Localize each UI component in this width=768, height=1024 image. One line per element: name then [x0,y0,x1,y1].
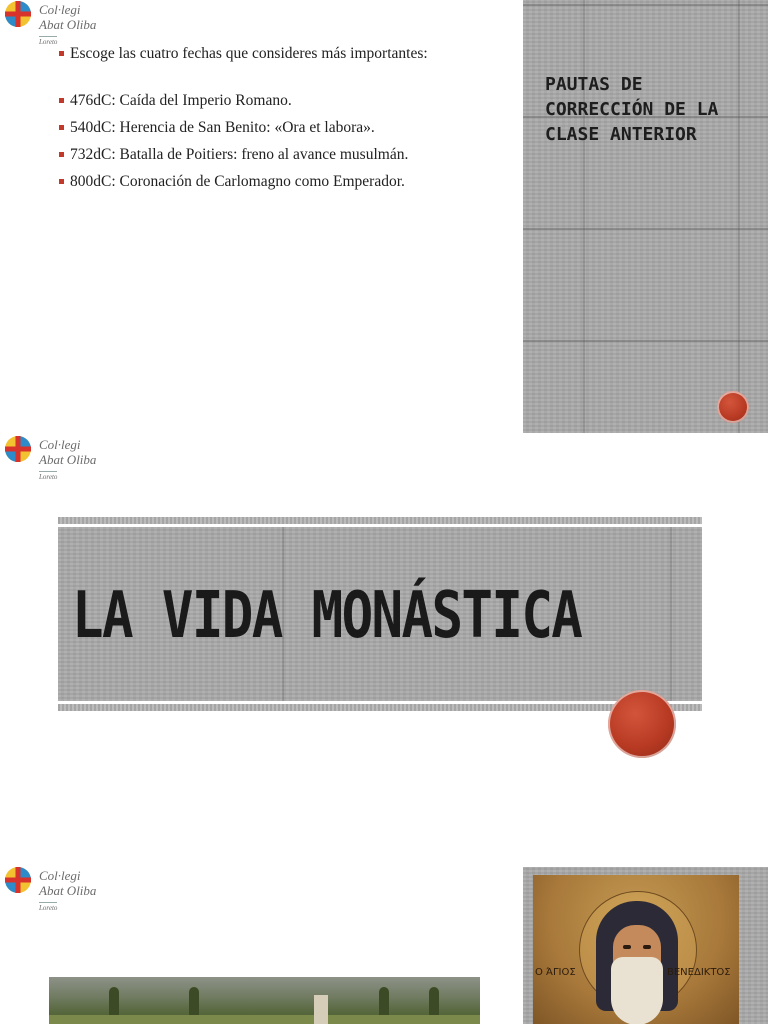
slide-correction-guidelines [0,0,768,433]
logo-line3: Loreto [39,904,58,912]
saint-benedict-icon-image [533,875,739,1024]
icon-inscription-left: Ο ΆΓΙΟΣ [535,967,576,978]
logo-line2: Abat Oliba [39,452,97,467]
logo-line1: Col·legi [39,437,81,452]
side-panel-title: PAUTAS DE CORRECCIÓN DE LA CLASE ANTERIOR [545,74,719,145]
logo-line3: Loreto [39,38,58,46]
school-logo [4,866,114,910]
icon-inscription-right: ΒΕΝΕΔΙΚΤΟΣ [667,967,731,978]
school-logo [4,435,114,479]
list-item: 732dC: Batalla de Poitiers: freno al avance musulmán. [58,146,498,163]
banner-top-strip [58,517,702,524]
list-item: 540dC: Herencia de San Benito: «Ora et labora». [58,119,498,136]
side-panel [523,0,768,433]
list-item: 476dC: Caída del Imperio Romano. [58,92,498,109]
list-item-intro: Escoge las cuatro fechas que consideres más importantes: [58,45,498,62]
school-logo-icon [4,435,32,463]
logo-line3: Loreto [39,473,58,481]
slide-saint-benedict [0,865,768,1024]
logo-line2: Abat Oliba [39,883,97,898]
school-logo-icon [4,866,32,894]
banner-main [58,527,702,701]
logo-line1: Col·legi [39,868,81,883]
page-title: LA VIDA MONÁSTICA [72,579,582,653]
saint-icon-panel [523,867,768,1024]
red-circle-decoration [608,690,676,758]
school-logo [4,0,114,44]
logo-line1: Col·legi [39,2,81,17]
monastery-tower [314,995,328,1024]
slide-title-monastic-life [0,433,768,865]
monastery-photo [49,977,480,1024]
title-banner [58,517,702,711]
school-logo-icon [4,0,32,28]
logo-line2: Abat Oliba [39,17,97,32]
red-circle-decoration [717,391,749,423]
list-item: 800dC: Coronación de Carlomagno como Emperador. [58,173,498,190]
banner-bottom-strip [58,704,702,711]
dates-list [58,45,498,200]
